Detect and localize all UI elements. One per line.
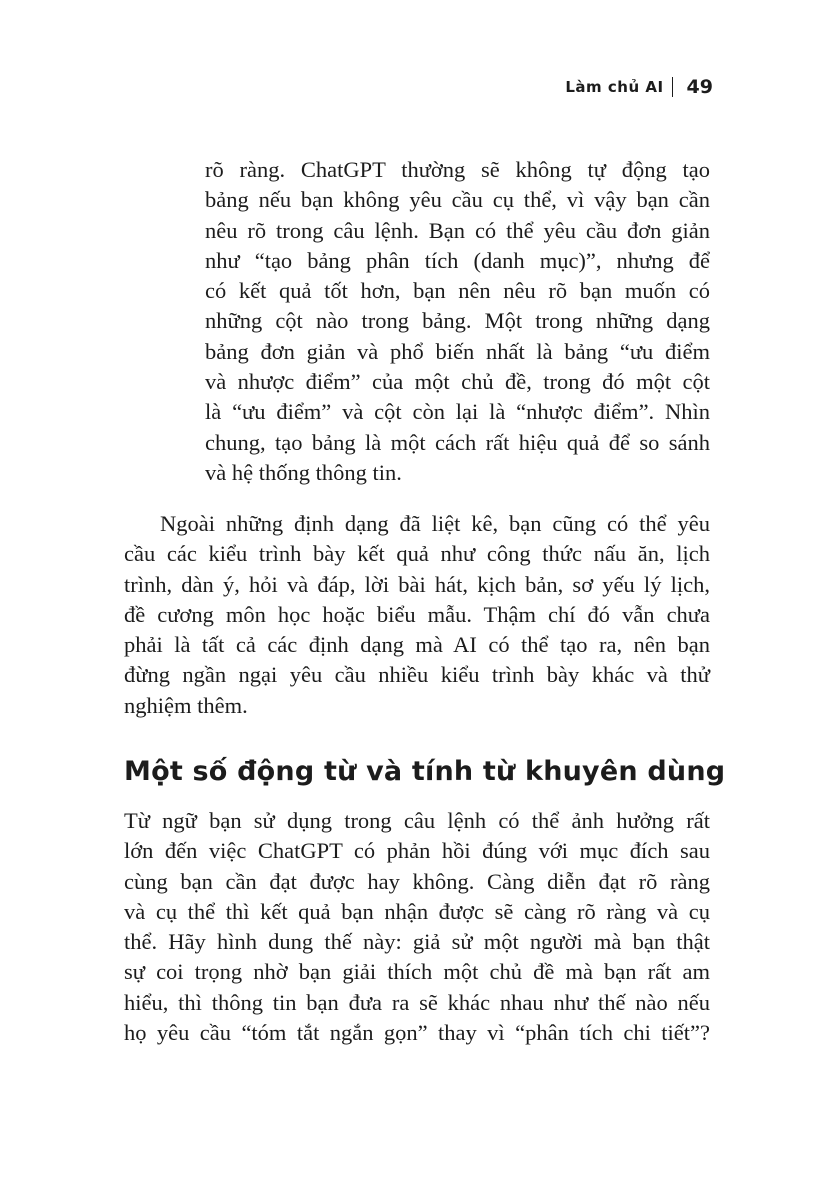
text-line: và hệ thống thông tin. <box>205 459 402 485</box>
text-line: đừng ngần ngại yêu cầu nhiều kiểu trình bày khác và thử <box>124 662 710 688</box>
text-line: như “tạo bảng phân tích (danh mục)”, nhưng để <box>205 247 710 273</box>
header-divider <box>672 77 673 97</box>
text-line: hiểu, thì thông tin bạn đưa ra sẽ khác nhau như thế nào nếu <box>124 989 710 1015</box>
text-line: thể. Hãy hình dung thế này: giả sử một người mà bạn thật <box>124 929 710 955</box>
text-line: có kết quả tốt hơn, bạn nên nêu rõ bạn muốn có <box>205 278 710 304</box>
text-line: họ yêu cầu “tóm tắt ngắn gọn” thay vì “phân tích chi tiết”? <box>124 1020 710 1046</box>
body-paragraph <box>124 509 710 721</box>
text-line: bảng đơn giản và phổ biến nhất là bảng “ưu điểm <box>205 338 710 364</box>
text-line: sự coi trọng nhờ bạn giải thích một chủ đề mà bạn rất am <box>124 959 710 985</box>
text-line: là “ưu điểm” và cột còn lại là “nhược điểm”. Nhìn <box>205 399 710 425</box>
text-line: chung, tạo bảng là một cách rất hiệu quả để so sánh <box>205 429 710 455</box>
text-line: và nhược điểm” của một chủ đề, trong đó một cột <box>205 369 710 395</box>
text-line: nêu rõ trong câu lệnh. Bạn có thể yêu cầu đơn giản <box>205 217 710 243</box>
text-line: đề cương môn học hoặc biểu mẫu. Thậm chí đó vẫn chưa <box>124 601 710 627</box>
book-title: Làm chủ AI <box>565 78 664 96</box>
text-line: Ngoài những định dạng đã liệt kê, bạn cũng có thể yêu <box>160 511 710 536</box>
text-line: bảng nếu bạn không yêu cầu cụ thể, vì vậy bạn cần <box>205 187 710 213</box>
running-head <box>565 76 713 98</box>
section-heading: Một số động từ và tính từ khuyên dùng <box>124 756 726 787</box>
text-line: cùng bạn cần đạt được hay không. Càng diễn đạt rõ ràng <box>124 868 710 894</box>
text-line: và cụ thể thì kết quả bạn nhận được sẽ càng rõ ràng và cụ <box>124 898 710 924</box>
text-line: những cột nào trong bảng. Một trong những dạng <box>205 308 710 334</box>
list-item-continuation <box>205 155 710 488</box>
text-line: lớn đến việc ChatGPT có phản hồi đúng với mục đích sau <box>124 838 710 864</box>
text-line: nghiệm thêm. <box>124 692 248 718</box>
text-line: rõ ràng. ChatGPT thường sẽ không tự động tạo <box>205 157 710 182</box>
text-line: cầu các kiểu trình bày kết quả như công thức nấu ăn, lịch <box>124 541 710 567</box>
text-line: Từ ngữ bạn sử dụng trong câu lệnh có thể ảnh hưởng rất <box>124 808 710 833</box>
text-line: trình, dàn ý, hỏi và đáp, lời bài hát, kịch bản, sơ yếu lý lịch, <box>124 571 710 597</box>
text-line: phải là tất cả các định dạng mà AI có thể tạo ra, nên bạn <box>124 632 710 658</box>
page-number: 49 <box>686 76 713 98</box>
body-paragraph <box>124 806 710 1048</box>
